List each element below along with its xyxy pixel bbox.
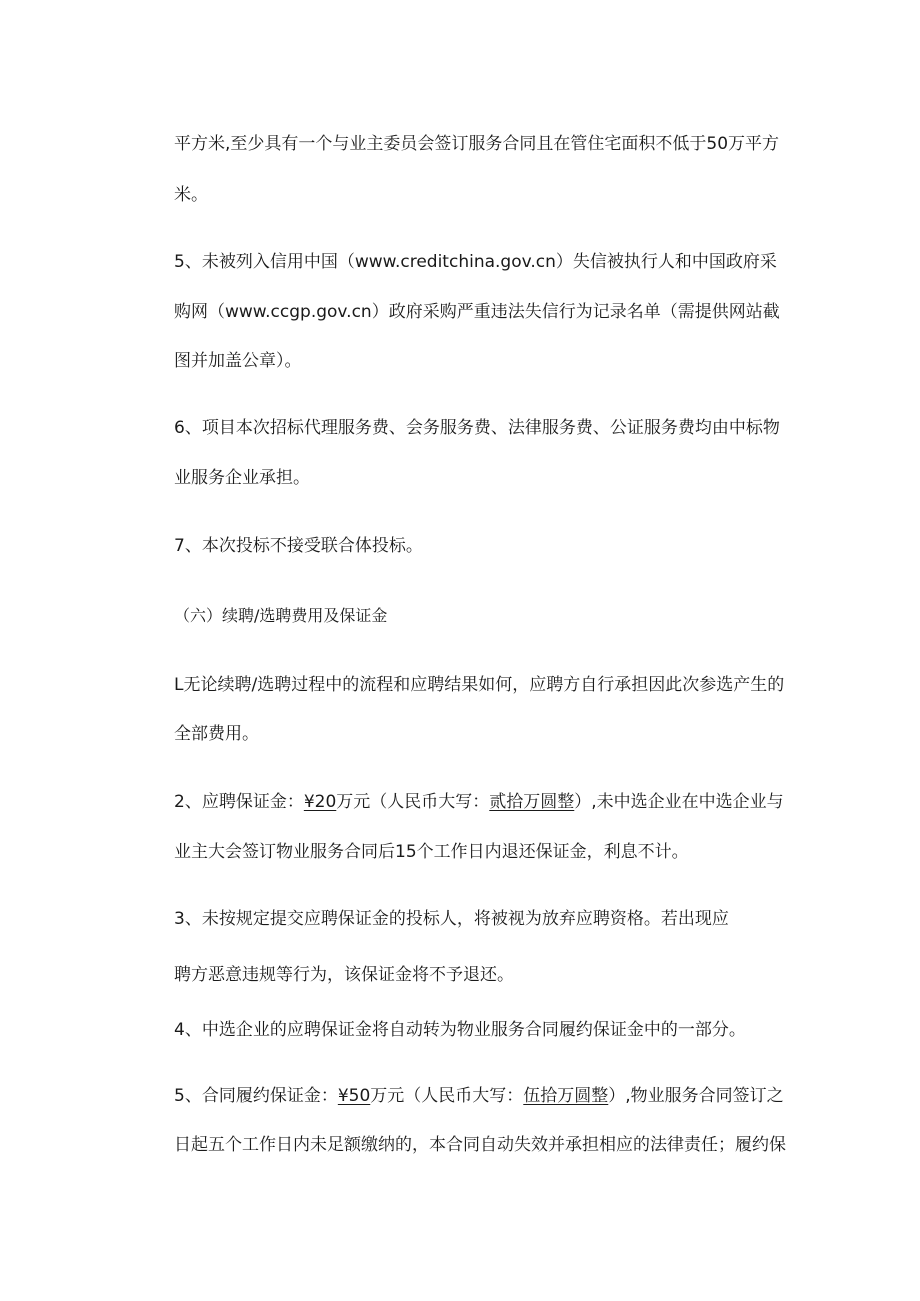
text-line: 米。 bbox=[174, 185, 208, 205]
text-line: 3、未按规定提交应聘保证金的投标人，将被视为放弃应聘资格。若出现应 bbox=[174, 909, 729, 929]
text-line: L无论续聘/选聘过程中的流程和应聘结果如何，应聘方自行承担因此次参选产生的 bbox=[174, 675, 785, 695]
deposit-label: 2、应聘保证金： bbox=[174, 792, 304, 812]
text-line: 平方米,至少具有一个与业主委员会签订服务合同且在管住宅面积不低于50万平方 bbox=[174, 134, 780, 154]
text-line: 5、未被列入信用中国（www.creditchina.gov.cn）失信被执行人和中国政府采 bbox=[174, 252, 777, 272]
text-line: 6、项目本次招标代理服务费、会务服务费、法律服务费、公证服务费均由中标物 bbox=[174, 418, 780, 438]
deposit-line bbox=[174, 790, 784, 814]
text-line: 业主大会签订物业服务合同后15个工作日内退还保证金，利息不计。 bbox=[174, 842, 689, 862]
text-line: 业服务企业承担。 bbox=[174, 468, 310, 488]
deposit-rest: ）,未中选企业在中选企业与 bbox=[574, 792, 784, 812]
performance-deposit-amount: ¥50 bbox=[337, 1086, 371, 1106]
performance-deposit-label: 5、合同履约保证金： bbox=[174, 1086, 338, 1106]
text-line: 日起五个工作日内未足额缴纳的，本合同自动失效并承担相应的法律责任；履约保 bbox=[174, 1135, 786, 1155]
text-line: 全部费用。 bbox=[174, 724, 259, 744]
performance-deposit-unit: 万元（人民币大写： bbox=[370, 1086, 524, 1106]
section-heading: （六）续聘/选聘费用及保证金 bbox=[174, 606, 388, 625]
performance-deposit-rest: ）,物业服务合同签订之 bbox=[608, 1086, 784, 1106]
deposit-amount: ¥20 bbox=[303, 792, 337, 812]
text-line: 聘方恶意违规等行为，该保证金将不予退还。 bbox=[174, 965, 514, 985]
performance-deposit-line bbox=[174, 1084, 784, 1108]
text-line: 图并加盖公章）。 bbox=[174, 351, 302, 371]
text-line: 4、中选企业的应聘保证金将自动转为物业服务合同履约保证金中的一部分。 bbox=[174, 1020, 746, 1040]
performance-deposit-amount-words: 伍拾万圆整 bbox=[523, 1086, 609, 1106]
text-line: 购网（www.ccgp.gov.cn）政府采购严重违法失信行为记录名单（需提供网站截 bbox=[174, 302, 780, 322]
deposit-unit: 万元（人民币大写： bbox=[336, 792, 490, 812]
text-line: 7、本次投标不接受联合体投标。 bbox=[174, 536, 423, 556]
deposit-amount-words: 贰拾万圆整 bbox=[489, 792, 575, 812]
